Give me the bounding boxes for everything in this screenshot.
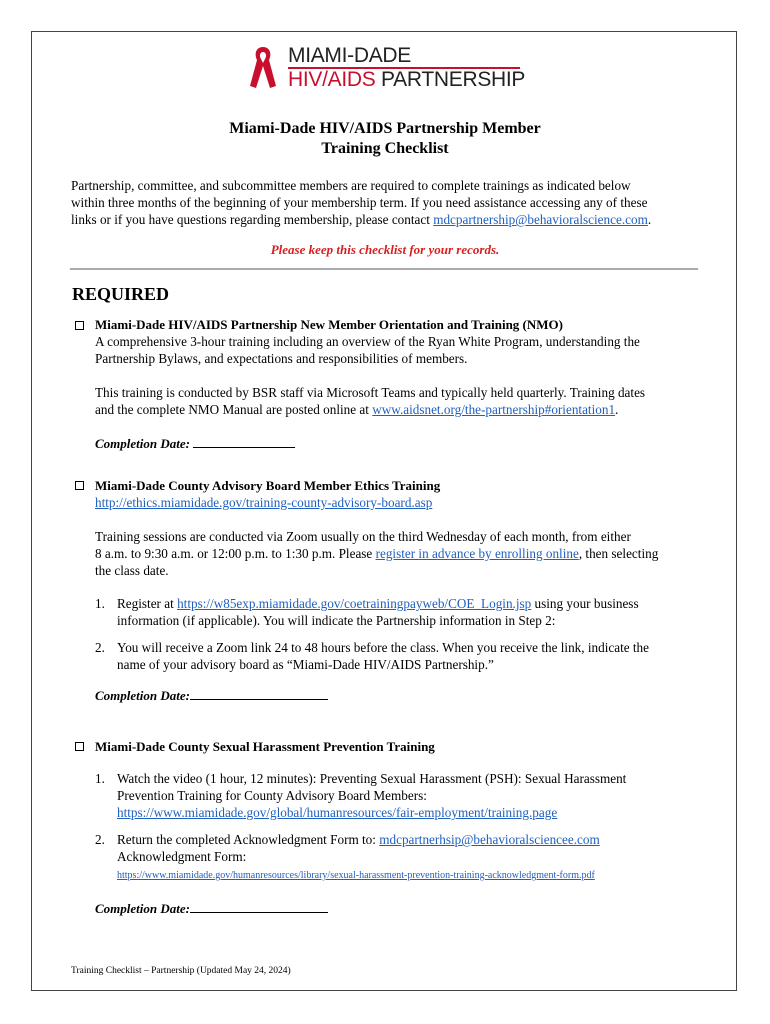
ethics-link[interactable]: http://ethics.miamidade.gov/training-county-advisory-board.asp — [95, 495, 433, 510]
coe-login-link[interactable]: https://w85exp.miamidade.gov/coetrainingpayweb/COE_Login.jsp — [177, 596, 532, 611]
register-link[interactable]: register in advance by enrolling online — [375, 546, 579, 561]
acknowledgment-email-link[interactable]: mdcpartnerhsip@behavioralsciencee.com — [379, 832, 600, 847]
contact-email-link[interactable]: mdcpartnership@behavioralscience.com — [433, 212, 648, 227]
logo-line-1: MIAMI-DADE — [288, 44, 412, 67]
completion-label: Completion Date: — [95, 688, 190, 703]
partnership-logo — [244, 44, 534, 94]
checkbox-harassment[interactable] — [75, 742, 84, 751]
item-nmo: Miami-Dade HIV/AIDS Partnership New Member Orientation and Training (NMO) A comprehensive 3-hour training including an overview of the Ryan White Program, understanding the Partnership Bylaws, and expectations and responsibilities of members. This training is conducted by BSR staff via Microsoft Teams and typically held quarterly. Training dates and the complete NMO Manual are posted online at www.aidsnet.org/the-partnership#orientation1. Completion Date: — [95, 316, 705, 452]
training-page-link[interactable]: https://www.miamidade.gov/global/humanresources/fair-employment/training.page — [117, 805, 558, 820]
intro-paragraph: Partnership, committee, and subcommittee members are required to complete trainings as indicated below within three months of the beginning of your membership term. If you need assistance accessing any of these links or if you have questions regarding membership, please contact mdcpartnership@behavioralscience.com. — [71, 178, 652, 227]
logo-hivaids: HIV/AIDS — [288, 68, 376, 91]
acknowledgment-form-link[interactable]: https://www.miamidade.gov/humanresources/library/sexual-harassment-prevention-training-acknowledgment-form.pdf — [117, 870, 595, 881]
item-title: Miami-Dade HIV/AIDS Partnership New Member Orientation and Training (NMO) — [95, 317, 563, 332]
completion-date-field[interactable] — [190, 900, 328, 913]
checkbox-nmo[interactable] — [75, 321, 84, 330]
red-ribbon-icon — [246, 44, 280, 90]
item-ethics: Miami-Dade County Advisory Board Member Ethics Training http://ethics.miamidade.gov/training-county-advisory-board.asp Training sessions are conducted via Zoom usually on the third Wednesday of each month, from either 8 a.m. to 9:30 a.m. or 12:00 p.m. to 1:30 p.m. Please register in advance by enrolling online, then selecting the class date. 1. Register at https://w85exp.miamidade.gov/coetrainingpayweb/COE_Login.jsp using your business information (if applicable). You will indicate the Partnership information in Step 2: 2. You will receive a Zoom link 24 to 48 hours before the class. When you receive the link, indicate the name of your advisory board as “Miami-Dade HIV/AIDS Partnership.” Completion Date: — [95, 477, 705, 704]
completion-date-field[interactable] — [193, 435, 295, 448]
nmo-link[interactable]: www.aidsnet.org/the-partnership#orientation1 — [372, 402, 616, 417]
records-notice: Please keep this checklist for your records. — [270, 242, 500, 257]
ethics-step-1: 1. Register at https://w85exp.miamidade.gov/coetrainingpayweb/COE_Login.jsp using your business — [95, 596, 639, 611]
completion-label: Completion Date: — [95, 901, 190, 916]
ethics-step-2: 2. You will receive a Zoom link 24 to 48 hours before the class. When you receive the link, indicate the — [95, 640, 649, 655]
item-title: Miami-Dade County Advisory Board Member Ethics Training — [95, 478, 441, 493]
logo-partnership: PARTNERSHIP — [381, 68, 526, 91]
item-harassment: Miami-Dade County Sexual Harassment Prevention Training 1. Watch the video (1 hour, 12 minutes): Preventing Sexual Harassment (PSH): Sexual Harassment Prevention Training for County Advisory Board Members: https://www.miamidade.gov/global/humanresources/fair-employment/training.page 2. Return the completed Acknowledgment Form to: mdcpartnerhsip@behavioralsciencee.com Acknowledgment Form: https://www.miamidade.gov/humanresources/library/sexual-harassment-prevention-training-acknowledgment-form.pdf Completion Date: — [95, 738, 705, 917]
page-subtitle: Training Checklist — [321, 140, 449, 157]
section-heading: REQUIRED — [72, 284, 170, 304]
item-title: Miami-Dade County Sexual Harassment Prevention Training — [95, 739, 435, 754]
completion-label: Completion Date: — [95, 436, 190, 451]
harassment-step-1: 1. Watch the video (1 hour, 12 minutes): Preventing Sexual Harassment (PSH): Sexual Harassment — [95, 771, 627, 786]
logo-line-2 — [288, 68, 525, 92]
checkbox-ethics[interactable] — [75, 481, 84, 490]
completion-date-field[interactable] — [190, 687, 328, 700]
harassment-step-2: 2. Return the completed Acknowledgment Form to: mdcpartnerhsip@behavioralsciencee.com — [95, 832, 600, 847]
page-title: Miami-Dade HIV/AIDS Partnership Member — [229, 120, 541, 137]
page-footer: Training Checklist – Partnership (Updated May 24, 2024) — [71, 966, 291, 976]
divider — [70, 268, 698, 270]
